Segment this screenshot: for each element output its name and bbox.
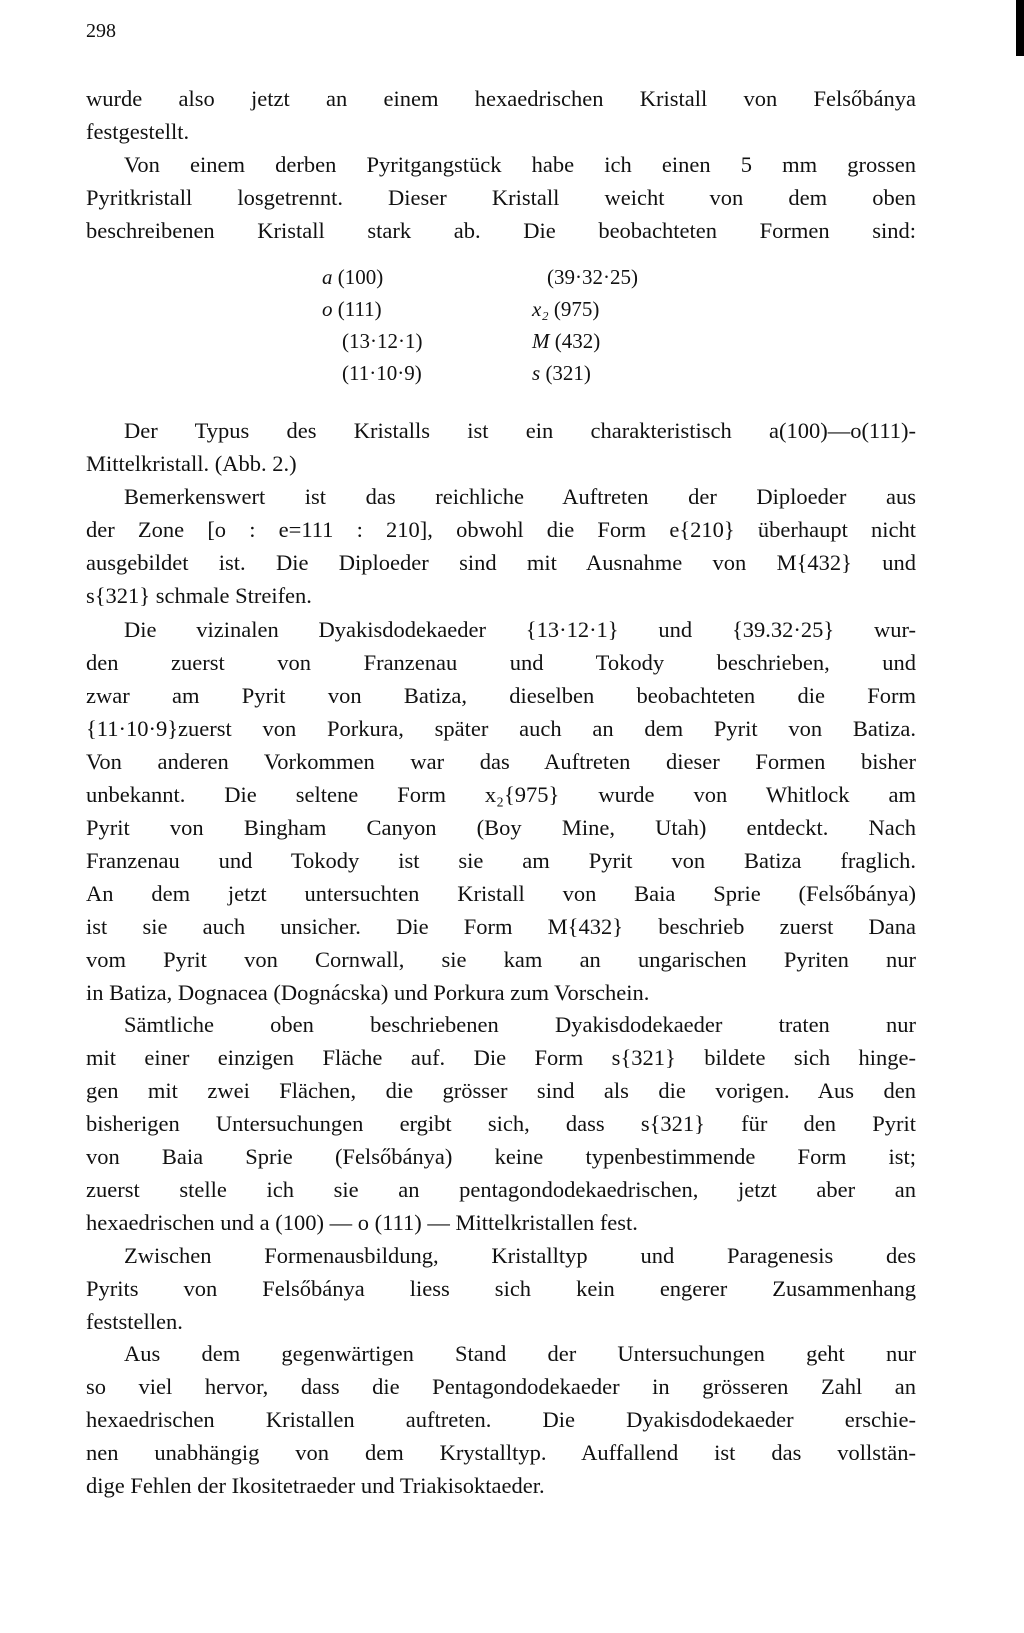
form-entry: s (321) [532,361,591,385]
text-line: Pyritkristall losgetrennt. Dieser Kristall weicht von dem oben [86,185,916,210]
text-line: den zuerst von Franzenau und Tokody beschrieben, und [86,650,916,675]
text-line: ist sie auch unsicher. Die Form M{432} beschrieb zuerst Dana [86,914,916,939]
text-line: mit einer einzigen Fläche auf. Die Form s{321} bildete sich hinge- [86,1045,916,1070]
text-line: gen mit zwei Flächen, die grösser sind als die vorigen. Aus den [86,1078,916,1103]
form-entry: M (432) [532,329,601,353]
text-line: Pyrits von Felsőbánya liess sich kein engerer Zusammenhang [86,1276,916,1301]
text-line: Bemerkenswert ist das reichliche Auftreten der Diploeder aus [124,484,916,509]
text-line: vom Pyrit von Cornwall, sie kam an ungarischen Pyriten nur [86,947,916,972]
text-line: bisherigen Untersuchungen ergibt sich, dass s{321} für den Pyrit [86,1111,916,1136]
paragraph-7 [86,1239,916,1338]
text-line: nen unabhängig von dem Krystalltyp. Auffallend ist das vollstän- [86,1440,916,1465]
form-entry: (39·32·25) [547,265,638,289]
text-line: zuerst stelle ich sie an pentagondodekaedrischen, jetzt aber an [86,1177,916,1202]
text-line: feststellen. [86,1309,183,1334]
text-line: An dem jetzt untersuchten Kristall von Baia Sprie (Felsőbánya) [86,881,916,906]
text-line: Von anderen Vorkommen war das Auftreten dieser Formen bisher [86,749,916,774]
text-line: zwar am Pyrit von Batiza, dieselben beobachteten die Form [86,683,916,708]
form-entry: o (111) [322,297,382,321]
text-line: {11·10·9}zuerst von Porkura, später auch an dem Pyrit von Batiza. [86,716,916,741]
form-entry: (11·10·9) [342,361,422,385]
text-line: hexaedrischen und a (100) — o (111) — Mittelkristallen fest. [86,1210,638,1235]
text-line: beschreibenen Kristall stark ab. Die beobachteten Formen sind: [86,218,916,243]
text-line: Zwischen Formenausbildung, Kristalltyp und Paragenesis des [124,1243,916,1268]
paragraph-2 [86,148,916,247]
text-line: Der Typus des Kristalls ist ein charakteristisch a(100)—o(111)- [124,418,916,443]
paragraph-4 [86,480,916,612]
text-line: Die vizinalen Dyakisdodekaeder {13·12·1} und {39.32·25} wur- [124,617,916,642]
text-line: Mittelkristall. (Abb. 2.) [86,451,297,476]
text-line: s{321} schmale Streifen. [86,583,312,608]
text-line: ausgebildet ist. Die Diploeder sind mit Ausnahme von M{432} und [86,550,916,575]
form-entry: a (100) [322,265,384,289]
form-entry: x₂ (975) [532,297,600,321]
text-line: Von einem derben Pyritgangstück habe ich einen 5 mm grossen [124,152,916,177]
text-line: so viel hervor, dass die Pentagondodekaeder in grösseren Zahl an [86,1374,916,1399]
text-line: der Zone [o : e=111 : 210], obwohl die Form e{210} überhaupt nicht [86,517,916,542]
page-number: 298 [86,20,116,42]
paragraph-6 [86,1008,916,1239]
text-line: in Batiza, Dognacea (Dognácska) und Porkura zum Vorschein. [86,980,650,1005]
text-line: Pyrit von Bingham Canyon (Boy Mine, Utah) entdeckt. Nach [86,815,916,840]
scan-edge-mark [1016,0,1024,56]
text-line: hexaedrischen Kristallen auftreten. Die Dyakisdodekaeder erschie- [86,1407,916,1432]
text-line: wurde also jetzt an einem hexaedrischen Kristall von Felsőbánya [86,86,916,111]
paragraph-1 [86,82,916,148]
text-line: Aus dem gegenwärtigen Stand der Untersuchungen geht nur [124,1341,916,1366]
text-line: unbekannt. Die seltene Form x₂{975} wurde von Whitlock am [86,782,916,807]
text-line: dige Fehlen der Ikositetraeder und Triakisoktaeder. [86,1473,545,1498]
text-line: festgestellt. [86,119,190,144]
text-line: von Baia Sprie (Felsőbánya) keine typenbestimmende Form ist; [86,1144,916,1169]
paragraph-8 [86,1337,916,1502]
paragraph-5 [86,613,916,1009]
text-line: Sämtliche oben beschriebenen Dyakisdodekaeder traten nur [124,1012,916,1037]
text-line: Franzenau und Tokody ist sie am Pyrit von Batiza fraglich. [86,848,916,873]
paragraph-3 [86,414,916,480]
form-entry: (13·12·1) [342,329,423,353]
